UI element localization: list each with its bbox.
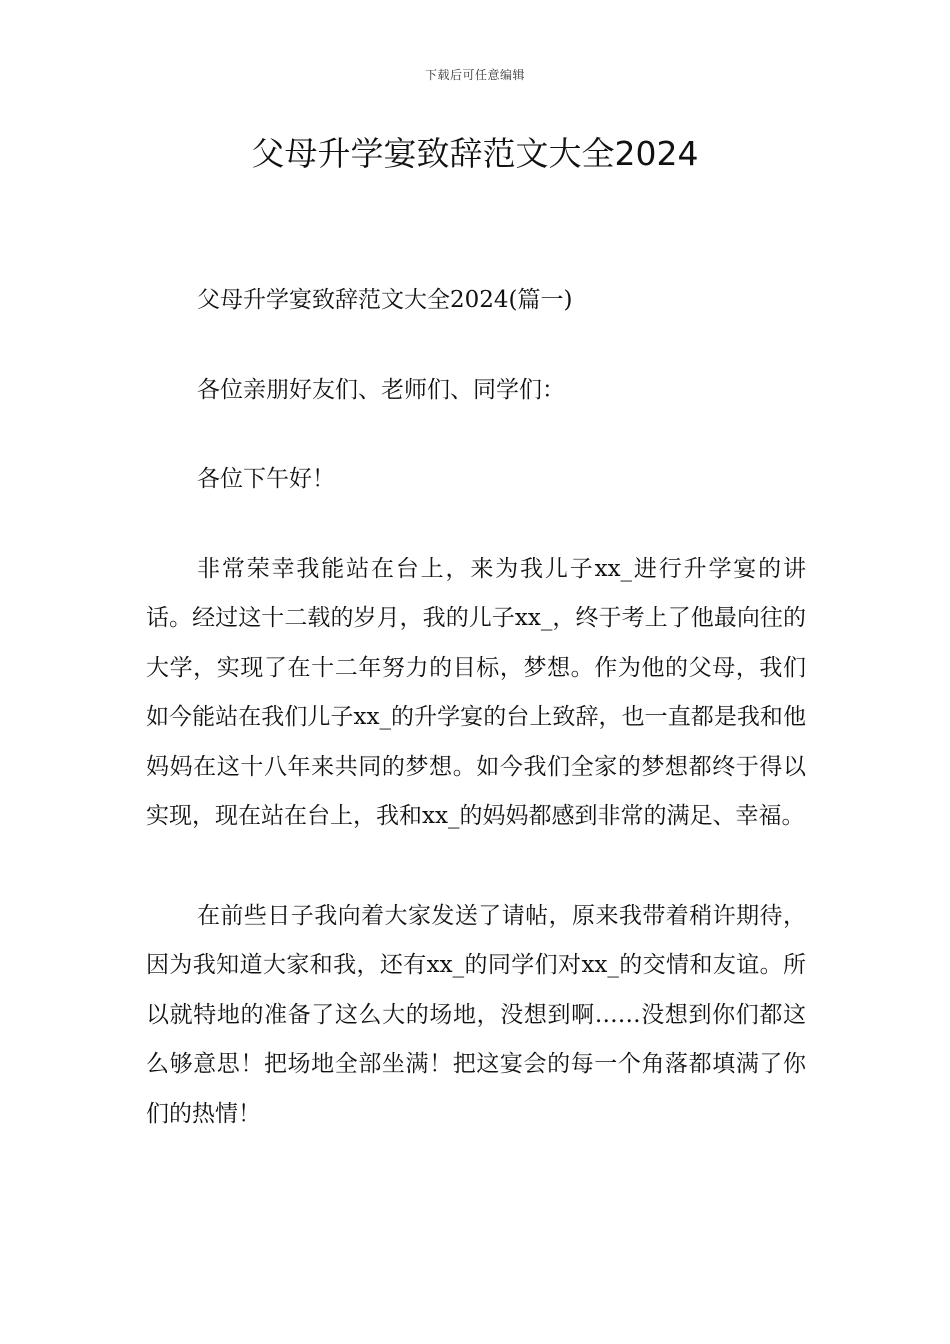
document-body	[146, 276, 806, 1189]
salutation: 各位亲朋好友们、老师们、同学们：	[197, 376, 565, 403]
header-note: 下载后可任意编辑	[424, 68, 525, 82]
section-heading: 父母升学宴致辞范文大全2024(篇一)	[197, 287, 573, 313]
document-title: 父母升学宴致辞范文大全2024	[251, 134, 699, 173]
body-paragraph: 在前些日子我向着大家发送了请帖，原来我带着稍许期待，因为我知道大家和我，还有xx_的同学们对xx_的交情和友谊。所以就特地的准备了这么大的场地，没想到啊……没想到你们都这么够意思！把场地全部坐满！把这宴会的每一个角落都填满了你们的热情！	[146, 902, 806, 1127]
greeting: 各位下午好！	[197, 466, 335, 492]
body-paragraph: 非常荣幸我能站在台上，来为我儿子xx_进行升学宴的讲话。经过这十二载的岁月，我的儿子xx_，终于考上了他最向往的大学，实现了在十二年努力的目标，梦想。作为他的父母，我们如今能站在我们儿子xx_的升学宴的台上致辞，也一直都是我和他妈妈在这十八年来共同的梦想。如今我们全家的梦想都终于得以实现，现在站在台上，我和xx_的妈妈都感到非常的满足、幸福。	[146, 555, 806, 829]
